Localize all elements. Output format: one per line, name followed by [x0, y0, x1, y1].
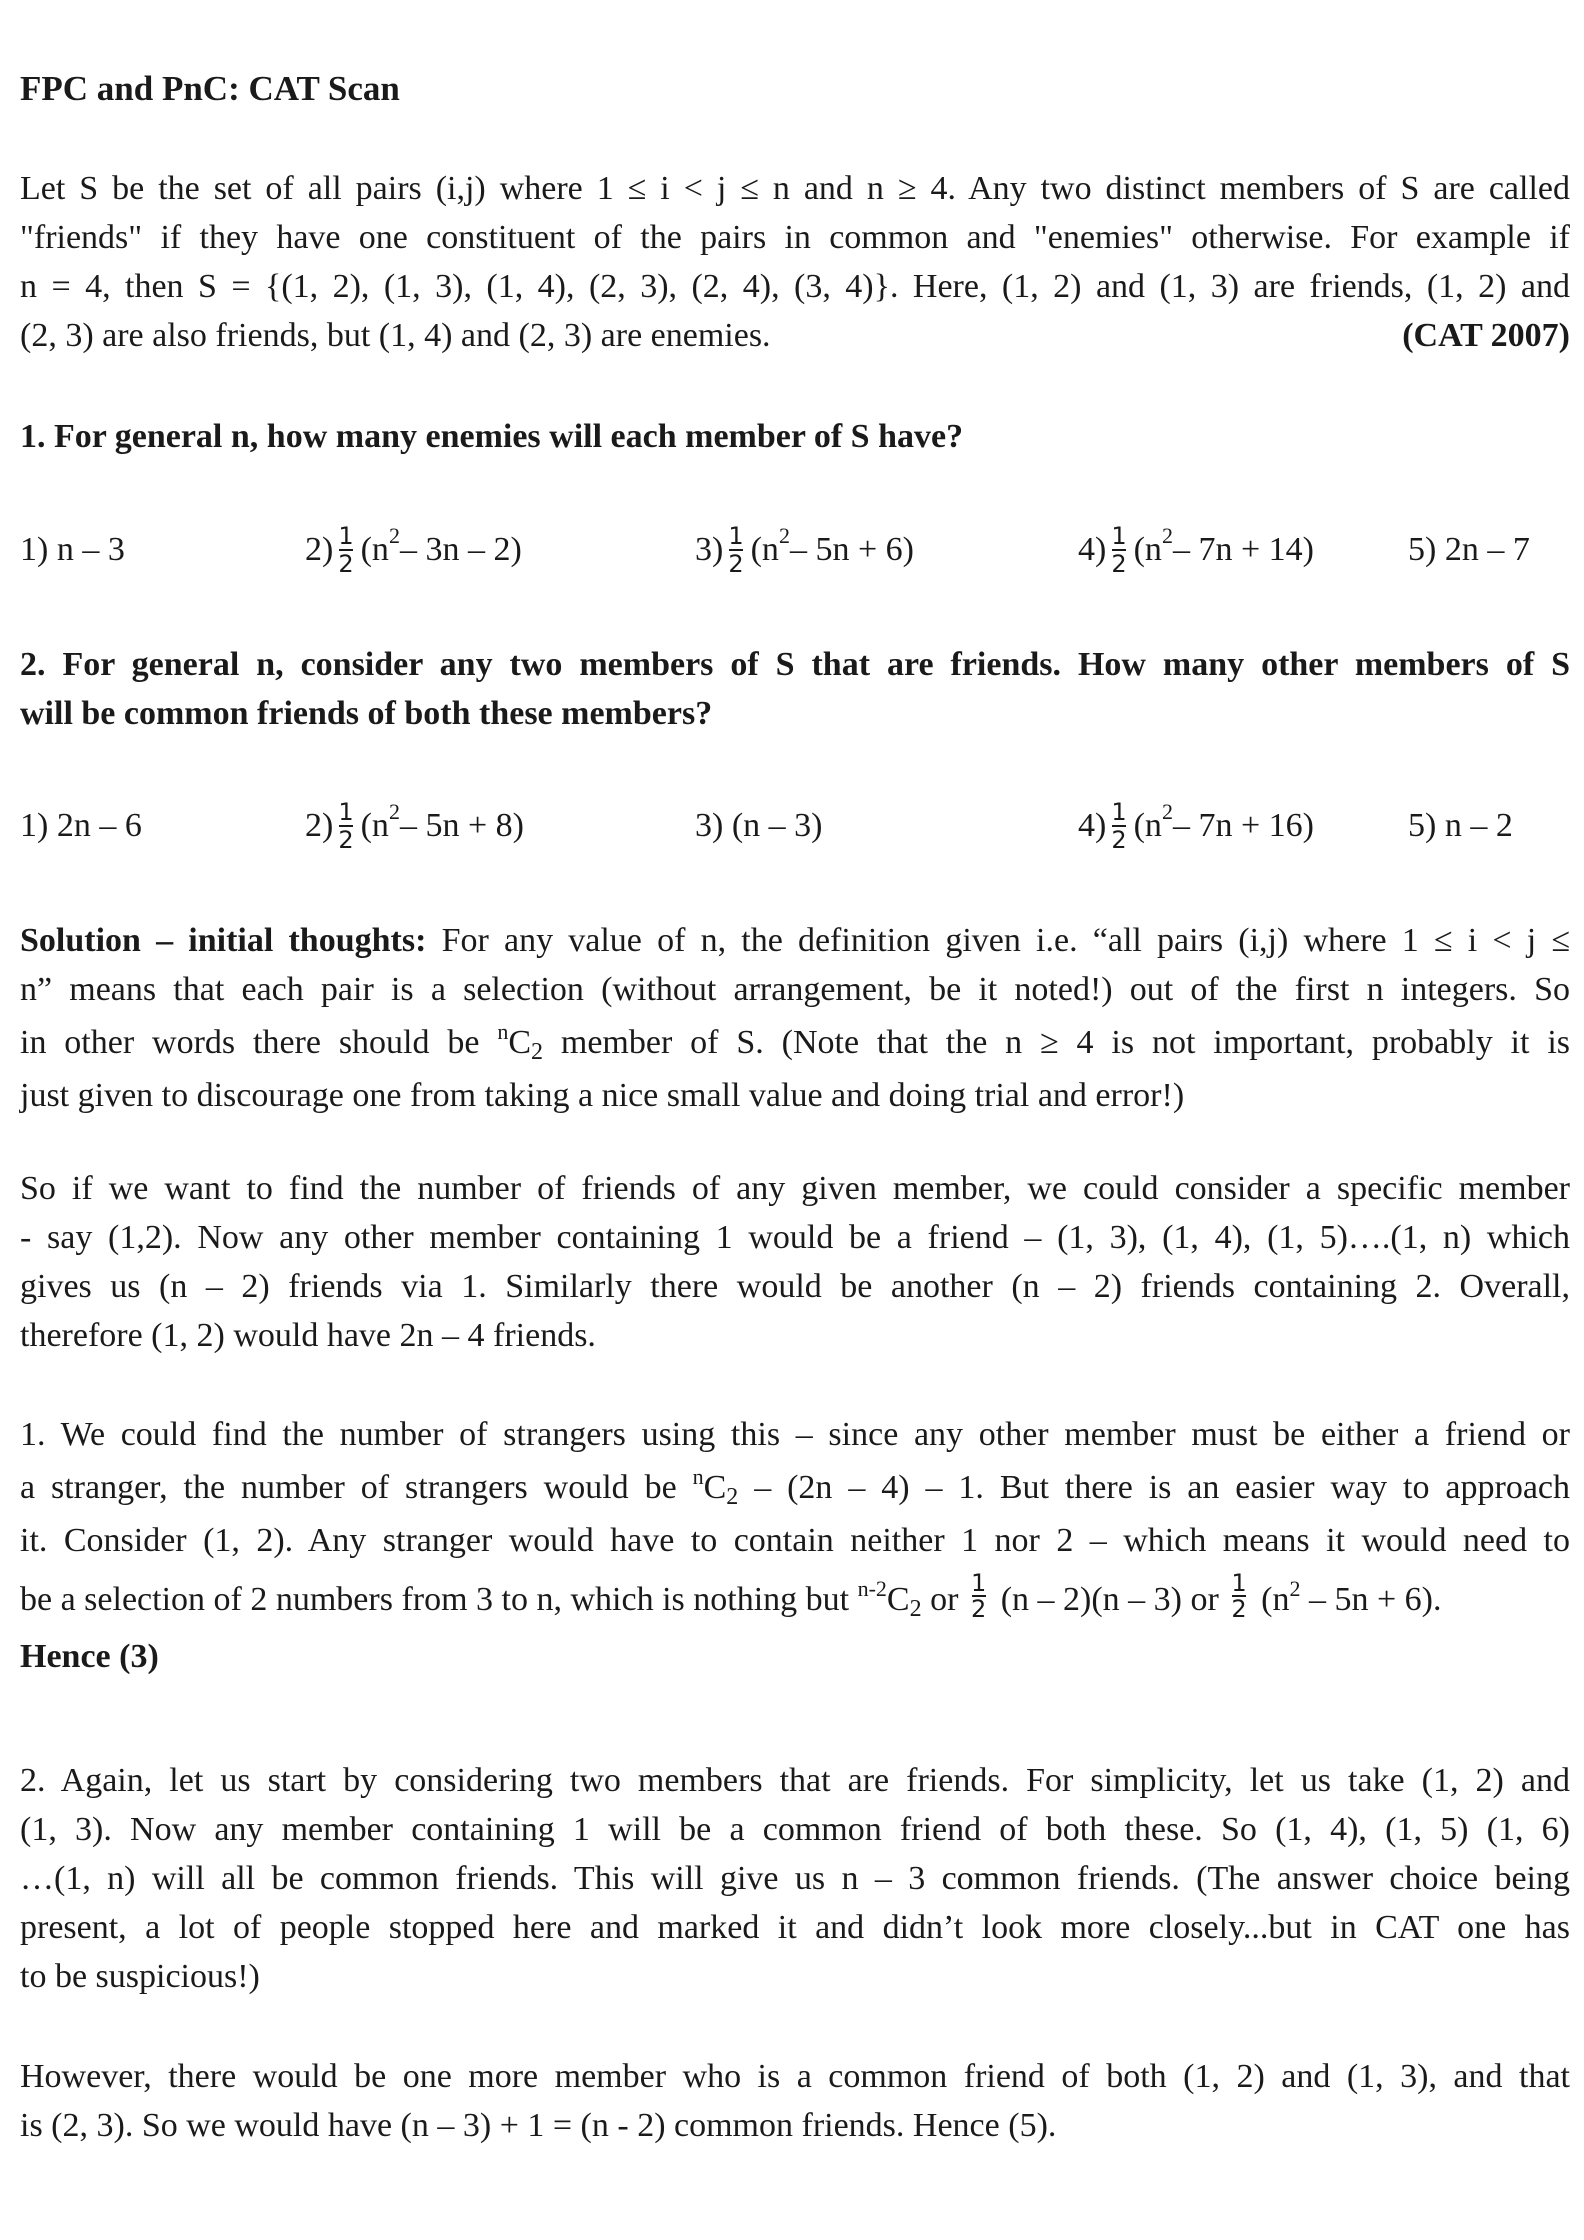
p3-line-4: be a selection of 2 numbers from 3 to n, which is nothing but $^{n-2}$C2 or $\frac{1}{2}$ (n – 2)(n – 3) or $\frac{1}{2}$ $(n^2 - 5n + 6)$. [20, 1569, 1442, 1624]
fraction-half: 1 2 [728, 522, 744, 578]
solution-line-3: in other words there should be $^n$C2 member of S. (Note that the n ≥ 4 is not important, probably it is [20, 1019, 1570, 1065]
q2-option-5: 5) n – 2 [1408, 807, 1513, 844]
fraction-half: $\frac{1}{2}$ [1231, 1569, 1247, 1624]
p2-line-2: - say (1,2). Now any other member containing 1 would be a friend – (1, 3), (1, 4), (1, 5)….(1, n) which [20, 1219, 1570, 1256]
fraction-half: 1 2 [1111, 798, 1127, 854]
fraction-half: $\frac{1}{2}$ [970, 1569, 987, 1624]
solution-paragraph-4 [20, 1756, 1570, 2001]
p4-line-2: (1, 3). Now any member containing 1 will be a common friend of both these. So (1, 4), (1, 5) (1, 6) [20, 1811, 1570, 1848]
solution-label: Solution – initial thoughts: [20, 922, 427, 959]
p3-line-3: it. Consider (1, 2). Any stranger would have to contain neither 1 nor 2 – which means it would need to [20, 1522, 1570, 1559]
p4-line-5: to be suspicious!) [20, 1958, 260, 1995]
p5-line-2: is (2, 3). So we would have (n – 3) + 1 = (n - 2) common friends. Hence (5). [20, 2107, 1057, 2144]
fraction-half: 1 2 [1111, 522, 1127, 578]
p3-line-1: 1. We could find the number of strangers using this – since any other member must be either a friend or [20, 1416, 1570, 1453]
p5-line-1: However, there would be one more member who is a common friend of both (1, 2) and (1, 3), and that [20, 2058, 1570, 2095]
p2-line-3: gives us (n – 2) friends via 1. Similarly there would be another (n – 2) friends containing 2. Overall, [20, 1268, 1570, 1305]
p2-line-1: So if we want to find the number of friends of any given member, we could consider a specific member [20, 1170, 1570, 1207]
question-2-line-2: will be common friends of both these members? [20, 695, 713, 732]
question-1: 1. For general n, how many enemies will each member of S have? [20, 418, 964, 455]
intro-paragraph [20, 164, 1570, 360]
fraction-half: 1 2 [338, 798, 354, 854]
intro-line-1: Let S be the set of all pairs (i,j) where 1 ≤ i < j ≤ n and n ≥ 4. Any two distinct members of S are called [20, 170, 1570, 207]
solution-paragraph-3 [20, 1410, 1570, 1681]
p4-line-4: present, a lot of people stopped here and marked it and didn’t look more closely...but in CAT one has [20, 1909, 1570, 1946]
q2-option-4: 4) 1 2 (n 2 – 7n + 16) [1078, 798, 1314, 854]
solution-paragraph-1 [20, 916, 1570, 1120]
question-2-line-1: 2. For general n, consider any two members of S that are friends. How many other members of S [20, 646, 1570, 683]
q2-option-2: 2) 1 2 (n 2 – 5n + 8) [305, 798, 524, 854]
q1-option-1: 1) n – 3 [20, 531, 125, 568]
page-title: FPC and PnC: CAT Scan [20, 69, 400, 108]
p3-line-2: a stranger, the number of strangers would be $^n$C2 – (2n – 4) – 1. But there is an easier way to approach [20, 1464, 1571, 1510]
solution-paragraph-5 [20, 2052, 1570, 2150]
q2-option-1: 1) 2n – 6 [20, 807, 142, 844]
question-1-options [20, 520, 1570, 580]
intro-line-3: n = 4, then S = {(1, 2), (1, 3), (1, 4), (2, 3), (2, 4), (3, 4)}. Here, (1, 2) and (1, 3) are friends, (1, 2) and [20, 268, 1570, 305]
intro-line-4-text: (2, 3) are also friends, but (1, 4) and (2, 3) are enemies. [20, 317, 771, 354]
question-2-options [20, 796, 1570, 856]
intro-line-4 [20, 311, 1570, 360]
q2-option-3: 3) (n – 3) [695, 807, 823, 844]
p2-line-4: therefore (1, 2) would have 2n – 4 friends. [20, 1317, 596, 1354]
source-citation: (CAT 2007) [1402, 317, 1570, 354]
solution-line-2: n” means that each pair is a selection (without arrangement, be it noted!) out of the first n integers. So [20, 971, 1570, 1008]
question-2 [20, 640, 1570, 738]
q1-option-4: 4) 1 2 (n 2 – 7n + 14) [1078, 522, 1314, 578]
solution-line-4: just given to discourage one from taking a nice small value and doing trial and error!) [20, 1077, 1185, 1114]
p4-line-3: …(1, n) will all be common friends. This will give us n – 3 common friends. (The answer choice being [20, 1860, 1570, 1897]
q1-option-5: 5) 2n – 7 [1408, 531, 1530, 568]
p4-line-1: 2. Again, let us start by considering two members that are friends. For simplicity, let us take (1, 2) and [20, 1762, 1570, 1799]
intro-line-2: "friends" if they have one constituent of the pairs in common and "enemies" otherwise. For example if [20, 219, 1570, 256]
solution-line-1: Solution – initial thoughts: For any value of n, the definition given i.e. “all pairs (i,j) where 1 ≤ i < j ≤ [20, 922, 1570, 959]
q1-option-3: 3) 1 2 (n 2 – 5n + 6) [695, 522, 914, 578]
solution-paragraph-2 [20, 1164, 1570, 1360]
fraction-half: 1 2 [338, 522, 354, 578]
q1-option-2: 2) 1 2 (n 2 – 3n – 2) [305, 522, 522, 578]
p3-answer: Hence (3) [20, 1638, 159, 1675]
